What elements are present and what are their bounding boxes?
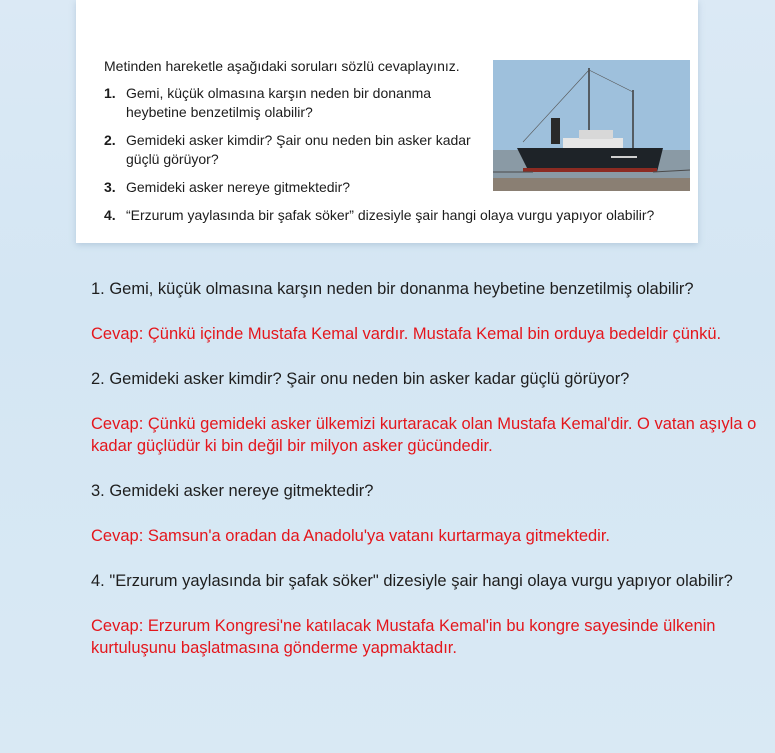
- worksheet-intro: Metinden hareketle aşağıdaki soruları sözlü cevaplayınız.: [104, 58, 460, 74]
- question-number: 4.: [104, 207, 116, 223]
- question-text: “Erzurum yaylasında bir şafak söker” dizesiyle şair hangi olaya vurgu yapıyor olabilir?: [126, 207, 655, 223]
- worksheet-card: [76, 0, 698, 243]
- answer-text: Cevap: Çünkü içinde Mustafa Kemal vardır. Mustafa Kemal bin orduya bedeldir çünkü.: [91, 325, 722, 343]
- question-item: [104, 131, 484, 169]
- question-text: Gemi, küçük olmasına karşın neden bir donanma heybetine benzetilmiş olabilir?: [126, 85, 432, 120]
- answer-text: Cevap: Samsun'a oradan da Anadolu'ya vatanı kurtarmaya gitmektedir.: [91, 527, 611, 545]
- question-item: [104, 84, 464, 122]
- answers-section: [91, 278, 775, 659]
- question-text: Gemideki asker kimdir? Şair onu neden bin asker kadar güçlü görüyor?: [126, 132, 471, 167]
- question-heading: 3. Gemideki asker nereye gitmektedir?: [91, 482, 374, 500]
- answer-text: Cevap: Erzurum Kongresi'ne katılacak Mustafa Kemal'in bu kongre sayesinde ülkenin kurtuluşunu başlatmasına gönderme yapmaktadır.: [91, 617, 716, 657]
- question-heading: 4. "Erzurum yaylasında bir şafak söker" dizesiyle şair hangi olaya vurgu yapıyor olabilir?: [91, 572, 733, 590]
- question-item: [104, 206, 684, 225]
- question-number: 2.: [104, 132, 116, 148]
- question-heading: 1. Gemi, küçük olmasına karşın neden bir donanma heybetine benzetilmiş olabilir?: [91, 280, 694, 298]
- question-item: [104, 178, 484, 197]
- question-heading: 2. Gemideki asker kimdir? Şair onu neden bin asker kadar güçlü görüyor?: [91, 370, 630, 388]
- question-number: 3.: [104, 179, 116, 195]
- question-text: Gemideki asker nereye gitmektedir?: [126, 179, 351, 195]
- question-number: 1.: [104, 85, 116, 101]
- ship-photo: [493, 60, 690, 191]
- ship-illustration: [493, 60, 690, 191]
- answer-text: Cevap: Çünkü gemideki asker ülkemizi kurtaracak olan Mustafa Kemal'dir. O vatan aşıyla o kadar güçlüdür ki bin değil bir milyon asker gücündedir.: [91, 415, 757, 455]
